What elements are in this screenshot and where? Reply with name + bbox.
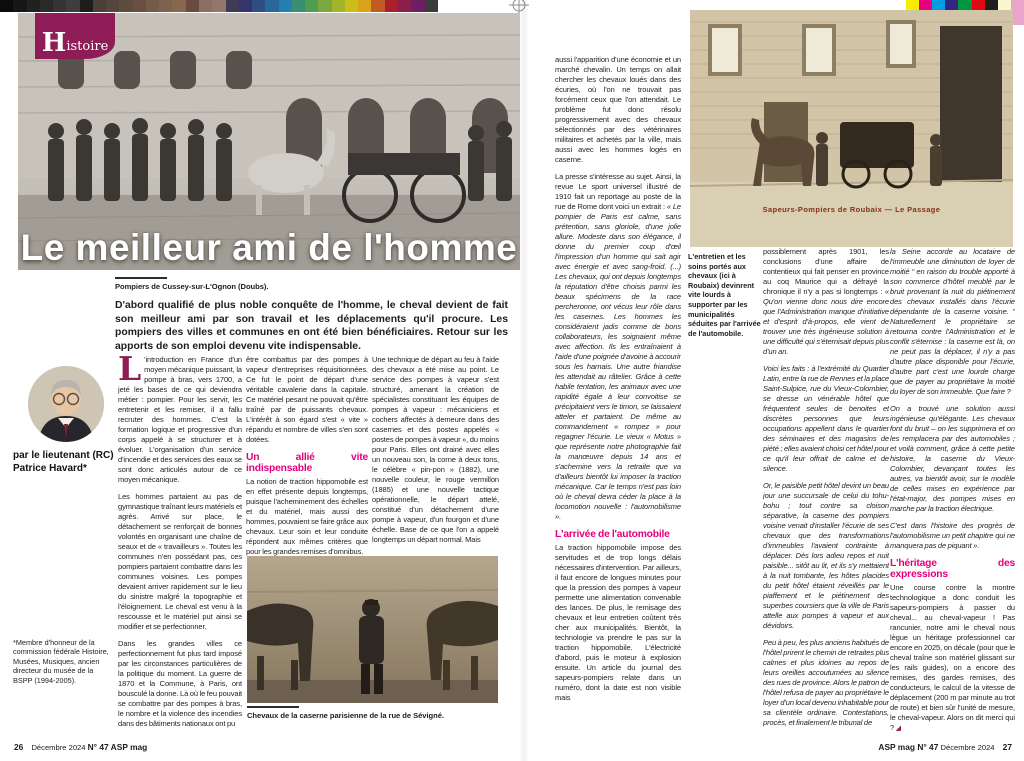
paragraph: Une technique de départ au feu à l'aide des chevaux a été mise au point. Le service des pompes à vapeur s'est structuré, amenant la création de spécialistes constituant les équipes de pompes à vapeur : mécaniciens et cochers affectés à demeure dans des casernes et des postes appelés « postes de pompes à vapeur », du moins pour Paris. Elles ont drainé avec elles un nouveau son, la corne à deux tons, le célèbre « pin-pon » (1882), une nouvelle couleur, le rouge vermillon (1885) et une nouvelle tactique opérationnelle, le départ attelé, constitué d'un détachement d'une pompe à vapeur, d'un fourgon et d'une échelle. Base de ce que l'on a appelé longtemps un départ normal. Mais: [372, 355, 499, 544]
horses-photo: [247, 556, 498, 703]
postcard-caption: L'entretien et les soins portés aux chevaux (ici à Roubaix) devinrent vite lourds à supporter par les municipalités séduites par l'arrivée de l'automobile.: [688, 252, 761, 338]
paragraph: Peu à peu, les plus anciens habitués de l'hôtel prirent le chemin de retraites plus calmes et plus idoines au repos de leurs oreilles accoutumées au silence des rues de province. Alors le patron de l'hôtel refusa de payer au propriétaire le loyer d'un local devenu inhabitable pour sa clientèle ordinaire. Contestations, procès, et finalement le tribunal de: [763, 638, 889, 727]
right-page-column-2: [763, 247, 889, 752]
paragraph: la Seine accorde au locataire de l'immeuble une diminution de loyer de moitié “ en raison du trouble apporté à son commerce d'hôtel meublé par le bruit provenant la nuit du piétinement des chevaux installés dans l'écurie dépendante de la caserne voisine. ” Naturellement le propriétaire se retourna contre l'Administration et le conflit s'éternise : la caserne est là, on ne peut pas la déplacer, il n'y a pas d'autre place disponible pour l'écurie, d'autre part c'est une lourde charge que de payer au propriétaire la moitié du loyer de son immeuble. Que faire ?: [890, 247, 1015, 396]
paragraph: C'est dans l'histoire des progrès de l'automobilisme un petit chapitre qui ne manquera pas de piquant ».: [890, 521, 1015, 550]
paragraph: Les hommes partaient au pas de gymnastique traînant leurs matériels et agrès. Arrivé sur place, le détachement se renforçait de bonnes volontés en organisant une chaîne de seaux et de « travailleurs ». Toutes les communes n'en possédant pas, ces pompiers partaient combattre dans les communes voisines. Les pompes devaient arriver rapidement sur le lieu du sinistre malgré la topographie et l'éloignement. Le cheval est venu à la rescousse et le matériel put ainsi se modifier et se perfectionner.: [118, 492, 242, 631]
left-page-column-1: [118, 355, 242, 749]
paragraph: être combattus par des pompes à vapeur d'entreprises réquisitionnées. Ce fut le point de départ d'une véritable cavalerie dans la capitale. Ce matériel pesant ne pouvait qu'être traîné par de puissants chevaux. L'intérêt à son égard s'est « vite » répandu et nombre de villes s'en sont dotées.: [246, 355, 368, 444]
footer-brand: ASP mag N° 47: [878, 742, 939, 752]
left-page-footer: [14, 742, 147, 752]
postcard-printed-caption: Sapeurs-Pompiers de Roubaix — Le Passage: [762, 205, 941, 214]
left-page-column-2: [246, 355, 368, 557]
subheading-heritage-expressions: L'héritage des expressions: [890, 558, 1015, 580]
caption-rule: [115, 277, 167, 279]
footer-issue: N° 47 ASP mag: [87, 742, 148, 752]
intro-paragraph: D'abord qualifié de plus noble conquête de l'homme, le cheval devient de fait son meilleur ami par son travail et les déplacements qu'il procure. Les pompiers des villes et communes en ont été bien bénéficiaires. Retour sur les apports de son emploi devenu vite indispensable.: [115, 300, 508, 352]
subheading-arrivee-automobile: L'arrivée de l'automobile: [555, 529, 670, 540]
paragraph: On a trouvé une solution aussi ingénieuse qu'élégante. Les chevaux font du bruit – on les supprimera et on les remplacera par des automobiles ; et voilà comment, grâce à cette petite histoire, la caserne du Vieux-Colombier, devançant toutes les autres, va bientôt avoir, sur le modèle de celles mises en expérience par l'état-major, des pompes mises en marche par la traction électrique.: [890, 404, 1015, 513]
postcard-photo-roubaix: [690, 10, 1013, 247]
right-page-column-1: [555, 55, 681, 745]
paragraph: L 'introduction en France d'un moyen mécanique puissant, la pompe à bras, vers 1700, a jeté les bases de ce qui deviendra métier : pompier. Pour les servir, les entretenir et les remiser, il a fallu recruter des hommes. C'est la formation logique et progressive d'un corps appelé à se structurer et à évoluer. L'organisation d'un service d'incendie et des services des eaux se sont donc articulés autour de ce moyen mécanique.: [118, 355, 242, 484]
right-page-column-3: [890, 247, 1015, 745]
paragraph: La presse s'intéresse au sujet. Ainsi, la revue Le sport universel illustré de 1910 fait un reportage au poste de la rue de Rome dont voici un extrait : « Le pompier de Paris est calme, sans prétention, sans gloriole, d'une jolie allure. Modeste dans son élégance, il donne du premier coup d'œil l'impression d'un homme qui sait agir avec énergie et avec sang-froid. (...) Les chevaux, qui ont depuis longtemps la réputation d'être choisis parmi les beaux spécimens de la race percheronne, ont vécus leur rôle dans les casernes. Les hommes les considéraient jadis comme de bons collaborateurs, les soignaient même avec affection. Ils les entraînaient à l'aide d'une poignée d'avoine à accourir sous les harnais. Une autre friandise les attendait au râtelier. Grâce à cette habile tentation, les animaux avec une rapidité égale à leur convoitise se précipitaient vers le timon, se laissaient atteler et partaient. De même au commandement « rompez » pour regagner l'écurie. Le vieux « Motus » que représente notre photographie fait la manœuvre depuis 14 ans et s'achemine vers la retraite que va d'ailleurs bientôt lui imposer la traction mécanique. Car le temps n'est pas loin où le cheval devra céder la place à la locomotion nouvelle : l'automobilisme ».: [555, 172, 681, 521]
author-footnote: *Membre d'honneur de la commission fédérale Histoire, Musées, Musiques, ancien directeur du musée de la BSPP (1994-2005).: [13, 638, 109, 685]
print-calibration-strip-left: [0, 0, 438, 12]
paragraph: Or, le paisible petit hôtel devint un beau jour une succursale de celui du tohu-bohu ; tout contre sa cloison séparative, la caserne des pompiers voisine venait d'installer l'écurie de ses chevaux que des transformations d'immeubles l'avaient contrainte à déplacer. Dès lors adieu repos et nuit paisible... sitôt au lit, et ils s'y mettaient à la nuit tombante, les hôtes placides du petit hôtel étaient réveillés par le piaffement et le piétinement des superbes coursiers que la ville de Paris attelle aux pompes à vapeur et aux dévidoirs.: [763, 481, 889, 630]
paragraph: La notion de traction hippomobile est en effet présente depuis longtemps, puisque l'acheminement des échelles et du matériel, mais aussi des hommes, pouvaient se faire grâce aux chevaux. Leur soin et leur conduite répondent aux mêmes critères que pour les grandes remises d'omnibus.: [246, 477, 368, 556]
section-initial: H: [41, 28, 67, 58]
paragraph: possiblement après 1901, les conclusions d'une affaire de contentieux qui fait penser en province au coq Maurice qui a défrayé la chronique il n'y a pas si longtemps : « Qu'on vienne donc nous dire encore que l'Administration manque d'initiative et d'esprit d'à-propos, elle vient de trouver une très ingénieuse solution à une difficulté qui s'éternisait depuis plus d'un an.: [763, 247, 889, 356]
caption-rule: [247, 706, 299, 708]
page-gutter: [519, 0, 529, 761]
footer-date: Décembre 2024: [31, 743, 86, 752]
paragraph: Voici les faits : à l'extrémité du Quartier Latin, entre la rue de Rennes et la place Saint-Sulpice, rue du Vieux-Colombier, se dresse un vénérable hôtel que fréquentent seules de benoites et discrètes personnes que leurs occupations appellent dans le quartier des séminaires et des magasins de piété ; elles avaient choisi cet hôtel pour ce qu'il leur offrait de calme et de silence.: [763, 364, 889, 473]
drop-cap: L: [118, 355, 142, 388]
section-tab-histoire: [35, 13, 115, 59]
author-portrait: [28, 366, 104, 442]
byline: par le lieutenant (RC) Patrice Havard*: [13, 450, 114, 474]
hero-photo-caption: Pompiers de Cussey-sur-L'Ognon (Doubs).: [115, 282, 269, 291]
footer-date: Décembre 2024: [940, 743, 995, 752]
end-mark: ◢: [895, 725, 901, 732]
page-number: 27: [1002, 742, 1012, 752]
paragraph: Dans les grandes villes ce perfectionnement fut plus tard imposé par les circonstances particulières de la politique du moment. La guerre de 1870 et la Commune, à Paris, ont bousculé la donne. Là où le feu pouvait se combattre par des pompes à bras, le nombre et la violence des incendies dans des bâtiments nationaux ont pu: [118, 639, 242, 728]
page-number: 26: [14, 742, 24, 752]
paragraph: La traction hippomobile impose des servitudes et de trop longs délais nécessaires d'intervention. Par ailleurs, il faut encore de longues minutes pour que la pression des pompes à vapeur permette une alimentation convenable des lances. De plus, le remisage des chevaux et leur entretien coûtent très cher aux municipalités. Bientôt, la technologie va prendre le pas sur la traction hippomobile. L'électricité d'abord, puis le moteur à explosion ensuite. Un article du journal des sapeurs-pompiers relate dans un numéro, dont la date est non visible mais: [555, 543, 681, 702]
section-label: istoire: [66, 39, 109, 54]
left-page-column-3: [372, 355, 499, 563]
horses-photo-caption: Chevaux de la caserne parisienne de la rue de Sévigné.: [247, 711, 444, 720]
article-title: Le meilleur ami de l'homme: [20, 227, 518, 268]
right-page-footer: [782, 742, 1012, 752]
paragraph: Une course contre la montre technologique a donc conduit les sapeurs-pompiers à passer du cheval... au cheval-vapeur ! Pas rancunier, notre ami le cheval nous lègue un héritage professionnel car encore en 2025, on décale (pour que le cheval traîne son matériel glissant sur les rails guides), on a encore des remises, des gardes remises, des conducteurs, le calcul de la vitesse de déplacement (200 m par minute au trot de route) et bien sûr l'unité de mesure, le cheval-vapeur. Alors on dit merci qui ? ◢: [890, 583, 1015, 732]
subheading-allie-indispensable: Un allié vite indispensable: [246, 452, 368, 474]
paragraph: aussi l'apparition d'une économie et un marché chevalin. Un temps on allait chercher les chevaux loués dans des écuries, où l'on ne trouvait pas forcément ceux que l'on attendait. Le problème fut donc résolu progressivement avec des chevaux sélectionnés par des vétérinaires militaires et achetés par la ville, mais aussi avec les hommes logés en caserne.: [555, 55, 681, 164]
